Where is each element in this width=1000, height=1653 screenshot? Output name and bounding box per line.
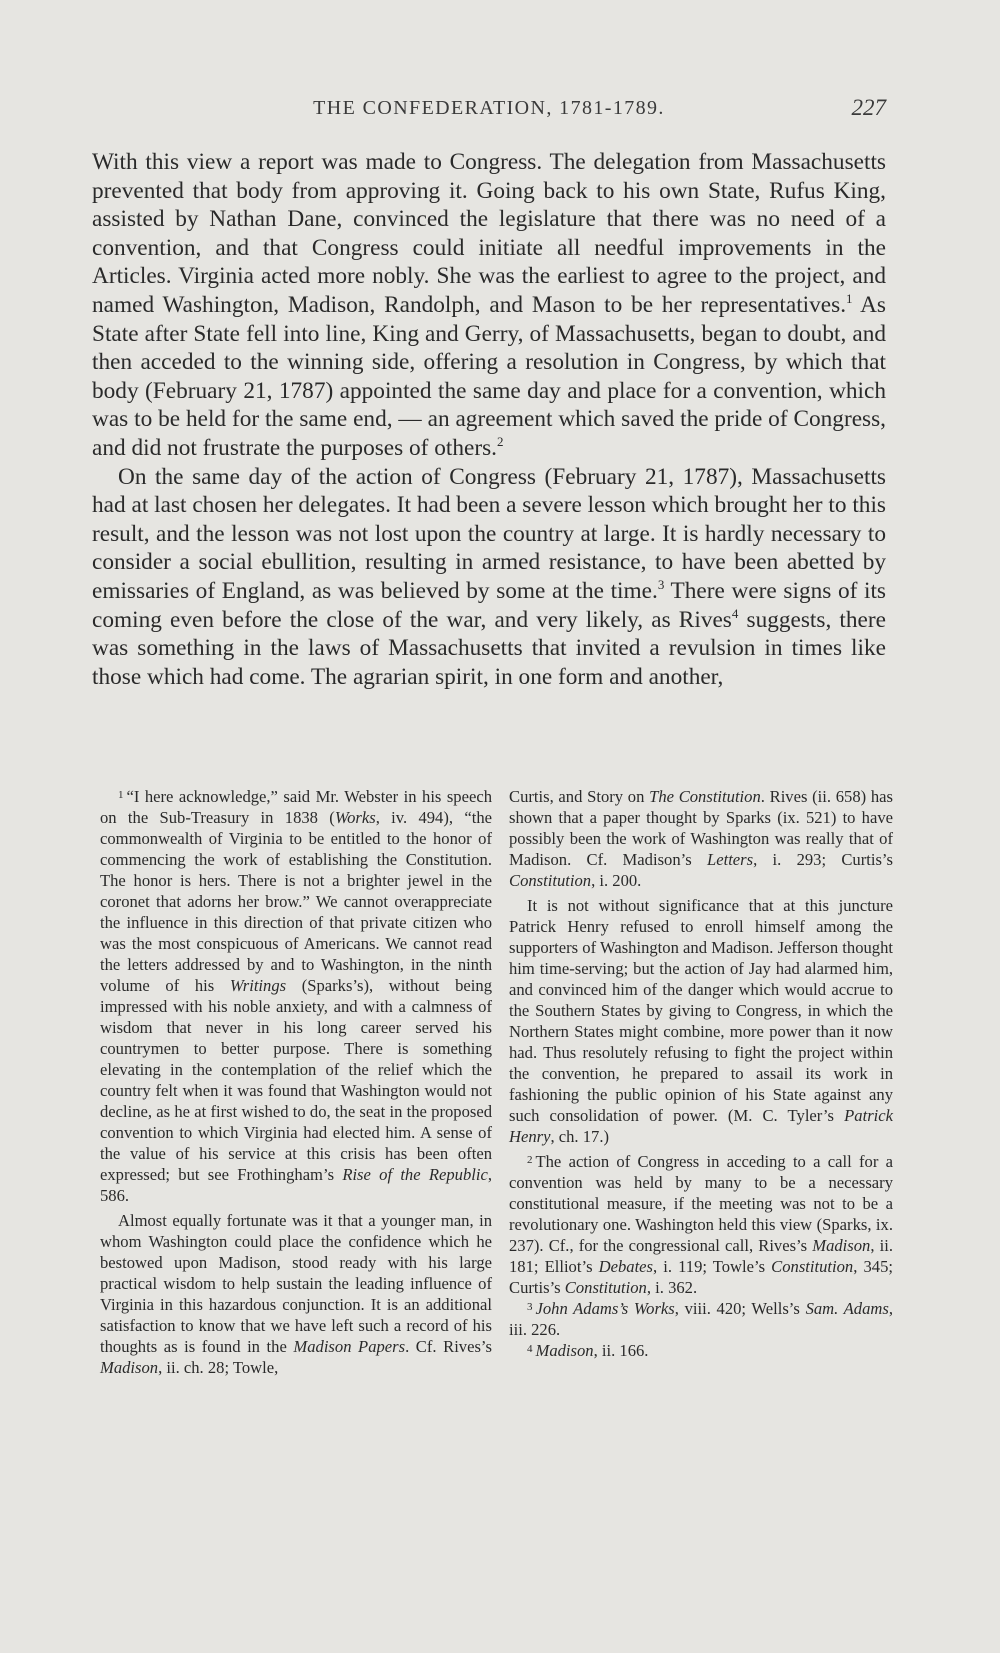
citation-title: Patrick Henry — [509, 1106, 893, 1146]
footnote-2 — [509, 1151, 893, 1298]
paragraph-2-text-b: There were signs of its coming even before the close of the war, and very likely, as Rives — [92, 577, 886, 633]
footnote-4-text: , ii. 166. — [593, 1341, 649, 1360]
footnote-2-text: , i. 119; Towle’s — [653, 1257, 772, 1276]
footnote-1-paragraph-2 — [100, 1210, 492, 1378]
citation-title: John Adams’s Works — [535, 1299, 675, 1318]
footnote-1-text: , iv. 494), “the commonwealth of Virginia to be entitled to the honor of commencing the work of establishing the Constitution. The honor is hers. There is not a brighter jewel in the coronet that adorns her brow.” We cannot overappreciate the influence in this direction of that private citizen who was the most conspicuous of Americans. We cannot read the letters addressed by and to Washington, in the ninth volume of his — [100, 808, 492, 995]
citation-title: Sam. Adams — [805, 1299, 889, 1318]
footnote-3-mark: 3 — [527, 1301, 533, 1313]
footnote-1-text: , i. 200. — [591, 871, 642, 890]
footnote-1 — [100, 786, 492, 1206]
footnote-ref-4: 4 — [731, 605, 739, 621]
footnote-ref-2: 2 — [497, 433, 504, 449]
footnote-1-text: , ch. 17.) — [550, 1127, 609, 1146]
footnote-ref-1: 1 — [846, 290, 853, 306]
footnote-3-text: , viii. 420; Wells’s — [674, 1299, 806, 1318]
footnote-1-text: Curtis, and Story on — [509, 787, 650, 806]
citation-title: Constitution — [509, 871, 592, 890]
citation-title: Madison — [812, 1236, 871, 1255]
footnote-1-text: (Sparks’s), without being impressed with his noble anxiety, and with a calmness of wisdom that never in his long career served his countrymen to better purpose. There is something elevating in the contemplation of the relief which the country felt when it was found that Washington would not decline, as he at first wished to do, the seat in the proposed convention to which Virginia had elected him. A sense of the value of his service at this crisis has been often expressed; but see Frothingham’s — [100, 976, 492, 1184]
paragraph-1-text-b: As State after State fell into line, King and Gerry, of Massachusetts, began to doubt, and then acceded to the winning side, offering a resolution in Congress, by which that body (February 21, 1787) appointed the same day and place for a convention, which was to be held for the same end, — an agreement which saved the pride of Congress, and did not frustrate the purposes of others. — [92, 291, 886, 461]
citation-title: Debates — [598, 1257, 654, 1276]
paragraph-1-text-a: With this view a report was made to Congress. The delegation from Massachusetts prevented that body from approving it. Going back to his own State, Rufus King, assisted by Nathan Dane, convinced the legislature that there was no need of a convention, and that Congress could initiate all needful improvements in the Articles. Virginia acted more nobly. She was the earliest to agree to the project, and named Washington, Madison, Randolph, and Mason to be her representatives. — [92, 149, 886, 318]
footnote-column-left — [100, 786, 492, 1378]
footnote-1-text: Almost equally fortunate was it that a younger man, in whom Washington could place the confidence which he bestowed upon Madison, stood ready with his large practical wisdom to help sustain the leading influence of Virginia in this hazardous conjunction. It is an additional satisfaction to know that we have left such a record of his thoughts as is found in the — [100, 1211, 492, 1356]
footnote-2-mark: 2 — [527, 1154, 533, 1166]
footnote-2-text: , ii. 181; Elliot’s — [509, 1236, 893, 1276]
footnote-4 — [509, 1340, 893, 1361]
footnote-1-text: , i. 293; Curtis’s — [753, 850, 893, 869]
running-title: THE CONFEDERATION, 1781-1789. — [313, 97, 665, 119]
paragraph-2-text-c: suggests, there was something in the laws of Massachusetts that invited a revulsion in times like those which had come. The agrarian spirit, in one form and another, — [92, 606, 886, 690]
footnote-1-text: , ii. ch. 28; Towle, — [158, 1358, 279, 1377]
footnote-2-text: , i. 362. — [646, 1278, 698, 1297]
paragraph-2-text-a: On the same day of the action of Congress (February 21, 1787), Massachusetts had at last chosen her delegates. It had been a severe lesson which brought her to this result, and the lesson was not lost upon the country at large. It is hardly necessary to consider a social ebullition, resulting in armed resistance, to have been abetted by emissaries of England, as was believed by some at the time. — [92, 463, 886, 604]
footnote-1-text: . Rives (ii. 658) has shown that a paper thought by Sparks (ix. 521) to have possibly been the work of Washington was really that of Madison. Cf. Madison’s — [509, 787, 893, 869]
citation-title: Writings — [229, 976, 287, 995]
citation-title: Rise of the Republic — [342, 1165, 488, 1184]
main-text — [92, 148, 886, 691]
citation-title: Madison — [535, 1341, 594, 1360]
page-number: 227 — [851, 95, 886, 120]
citation-title: Madison — [100, 1358, 159, 1377]
footnote-ref-3: 3 — [657, 576, 665, 592]
footnote-1-text: . Cf. Rives’s — [405, 1337, 492, 1356]
footnote-1-text: , 586. — [100, 1165, 493, 1205]
citation-title: Constitution — [564, 1278, 647, 1297]
paragraph-2 — [92, 463, 886, 692]
footnote-1-text: “I here acknowledge,” said Mr. Webster in his speech on the Sub-Treasury in 1838 ( — [100, 787, 492, 827]
footnote-1-paragraph-3 — [509, 895, 893, 1147]
footnote-2-text: The action of Congress in acceding to a call for a convention was held by many to be a necessary constitutional measure, if the meeting was not to be a revolutionary one. Washington held this view (Sparks, ix. 237). Cf., for the congressional call, Rives’s — [509, 1152, 893, 1255]
footnote-1-text: It is not without significance that at this juncture Patrick Henry refused to enroll himself among the supporters of Washington and Madison. Jefferson thought him time-serving; but the action of Jay had alarmed him, and convinced him of the danger which would accrue to the Southern States by giving to Congress, in which the Northern States might combine, more power than it now had. Thus resolutely refusing to fight the project within the convention, he prepared to assail its work in fashioning the public opinion of his State against any such consolidation of power. (M. C. Tyler’s — [509, 896, 893, 1125]
citation-title: The Constitution — [649, 787, 761, 806]
footnote-1-mark: 1 — [118, 789, 124, 801]
citation-title: Works — [334, 808, 376, 827]
citation-title: Madison Papers — [293, 1337, 406, 1356]
footnote-column-right — [509, 786, 893, 1361]
citation-title: Letters — [706, 850, 754, 869]
footnote-3-text: , iii. 226. — [509, 1299, 894, 1339]
footnote-1-continued — [509, 786, 893, 891]
footnote-4-mark: 4 — [527, 1343, 533, 1355]
footnote-2-text: , 345; Curtis’s — [509, 1257, 893, 1297]
citation-title: Constitution — [771, 1257, 854, 1276]
running-head — [92, 95, 886, 127]
footnote-3 — [509, 1298, 893, 1340]
paragraph-1 — [92, 148, 886, 463]
